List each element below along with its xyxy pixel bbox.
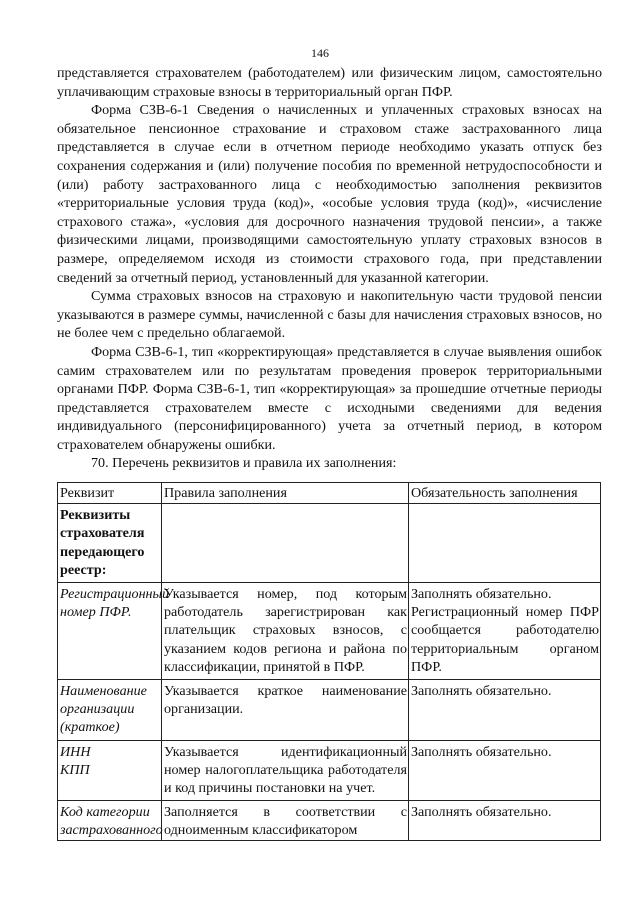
requisite-rule: Указывается идентификационный номер налогоплательщика работодателя и код причины постановки на учет.: [162, 740, 409, 801]
empty-cell: [162, 504, 409, 583]
requisite-name: Код категории застрахованного: [58, 801, 162, 840]
requisite-rule: Заполняется в соответствии с одноименным классификатором: [162, 801, 409, 840]
table-row: [58, 680, 601, 741]
table-section-row: [58, 504, 601, 583]
paragraph-list-heading: 70. Перечень реквизитов и правила их заполнения:: [91, 455, 397, 472]
requisite-name: Регистрационный номер ПФР.: [58, 583, 162, 680]
header-requisite: Реквизит: [58, 483, 162, 504]
table-row: [58, 801, 601, 840]
requisites-table: [57, 482, 601, 841]
requisite-kpp: КПП: [60, 761, 90, 778]
obligation-note: Регистрационный номер ПФР сообщается работодателю территориальным органом ПФР.: [411, 604, 599, 675]
paragraph-continuation: представляется страхователем (работодателем) или физическим лицом, самостоятельно уплачивающим страховые взносы в территориальный орган ПФР.: [57, 65, 602, 100]
table-row: [58, 583, 601, 680]
requisite-name: [58, 740, 162, 801]
header-obligation: Обязательность заполнения: [409, 483, 601, 504]
paragraph-contribution-sum: Сумма страховых взносов на страховую и накопительную части трудовой пенсии указываются в размере суммы, начисленной с базы для начисления страховых взносов, но не более чем с предельно облагаемой.: [57, 288, 602, 342]
requisite-inn: ИНН: [60, 743, 91, 760]
obligation-text: Заполнять обязательно.: [411, 586, 552, 603]
body-text: [57, 64, 602, 473]
requisite-obligation: Заполнять обязательно.: [409, 680, 601, 741]
table-header-row: [58, 483, 601, 504]
requisite-rule: Указывается краткое наименование организации.: [162, 680, 409, 741]
section-title: Реквизиты страхователя передающего реестр:: [58, 504, 162, 583]
page-number: 146: [311, 46, 329, 60]
requisite-rule: Указывается номер, под которым работодатель зарегистрирован как плательщик страховых взносов, с указанием кодов региона и района по классификации, принятой в ПФР.: [162, 583, 409, 680]
requisite-obligation: Заполнять обязательно.: [409, 801, 601, 840]
requisite-name: Наименование организации (краткое): [58, 680, 162, 741]
header-rules: Правила заполнения: [162, 483, 409, 504]
empty-cell: [409, 504, 601, 583]
requisite-obligation: Заполнять обязательно.: [409, 740, 601, 801]
paragraph-szv-6-1-description: Форма СЗВ-6-1 Сведения о начисленных и уплаченных страховых взносах на обязательное пенсионное страхование и страховом стаже застрахованного лица представляется в случае если в отчетном периоде необходимо указать отпуск без сохранения содержания и (или) получение пособия по временной нетрудоспособности и (или) работу застрахованного лица с необходимостью заполнения реквизитов «территориальные условия труда (код)», «особые условия труда (код)», «исчисление страхового стажа», «условия для досрочного назначения трудовой пенсии», а также физическими лицами, производящими самостоятельную уплату страховых взносов в размере, определяемом исходя из стоимости страхового года, при представлении сведений за отчетный период, установленный для указанной категории.: [57, 102, 602, 286]
requisite-obligation: [409, 583, 601, 680]
paragraph-corrective-form: Форма СЗВ-6-1, тип «корректирующая» представляется в случае выявления ошибок самим страхователем или по результатам проведения проверок территориальными органами ПФР. Форма СЗВ-6-1, тип «корректирующая» за прошедшие отчетные периоды представляется страхователем вместе с исходными сведениями для ведения индивидуального (персонифицированного) учета за отчетный период, в котором страхователем обнаружены ошибки.: [57, 343, 602, 453]
table-row: [58, 740, 601, 801]
